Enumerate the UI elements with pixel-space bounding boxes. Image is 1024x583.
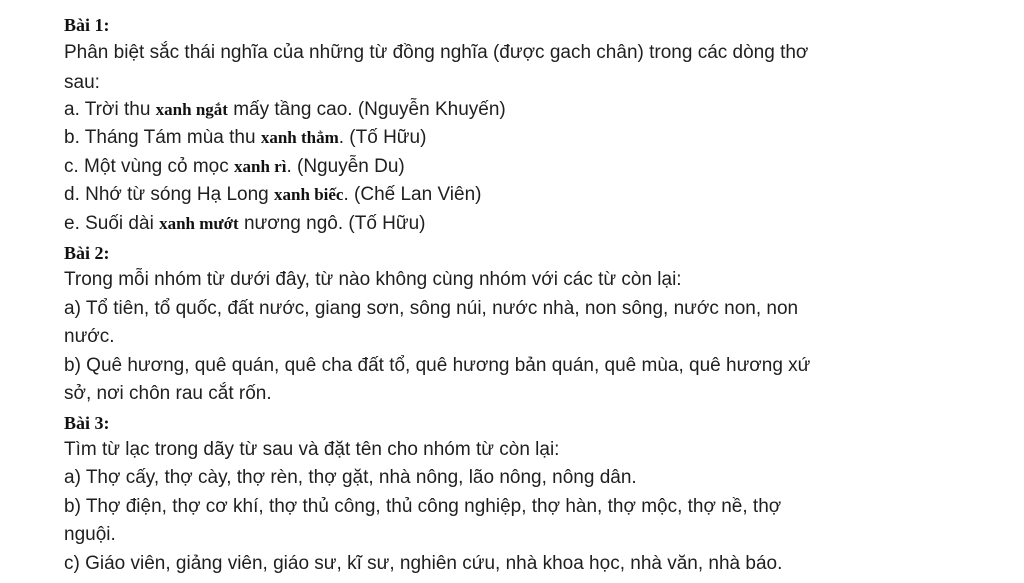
synonym-word: xanh mướt xyxy=(159,214,239,233)
item-text: . (Chế Lan Viên) xyxy=(343,184,482,205)
exercise-1-item-d xyxy=(64,183,481,207)
exercise-1-prompt-line-2: sau: xyxy=(64,72,100,93)
exercise-1-title: Bài 1: xyxy=(64,15,110,35)
exercise-3-item-b-line-2: nguội. xyxy=(64,524,116,545)
synonym-word: xanh thẳm xyxy=(260,128,339,147)
exercise-2-title: Bài 2: xyxy=(64,243,110,263)
exercise-1-item-e xyxy=(64,212,426,236)
exercise-1-item-b xyxy=(64,126,426,150)
exercise-3-item-a: a) Thợ cấy, thợ cày, thợ rèn, thợ gặt, nhà nông, lão nông, nông dân. xyxy=(64,467,637,488)
exercise-1-item-a xyxy=(64,98,506,122)
exercise-1-item-c xyxy=(64,155,405,179)
item-text: a. Trời thu xyxy=(64,99,156,120)
exercise-3-item-c: c) Giáo viên, giảng viên, giáo sư, kĩ sư, nghiên cứu, nhà khoa học, nhà văn, nhà báo. xyxy=(64,553,783,574)
synonym-word: xanh biếc xyxy=(274,185,344,204)
item-text: . (Nguyễn Du) xyxy=(286,156,405,177)
exercise-1-prompt-line-1: Phân biệt sắc thái nghĩa của những từ đồng nghĩa (được gach chân) trong các dòng thơ xyxy=(64,42,809,63)
item-text: b. Tháng Tám mùa thu xyxy=(64,127,261,148)
exercise-3-title: Bài 3: xyxy=(64,413,110,433)
exercise-2-item-b-line-2: sở, nơi chôn rau cắt rốn. xyxy=(64,383,272,404)
item-text: c. Một vùng cỏ mọc xyxy=(64,156,235,177)
item-text: nương ngô. (Tố Hữu) xyxy=(238,213,426,234)
item-text: d. Nhớ từ sóng Hạ Long xyxy=(64,184,275,205)
item-text: . (Tố Hữu) xyxy=(338,127,427,148)
exercise-3-prompt: Tìm từ lạc trong dãy từ sau và đặt tên cho nhóm từ còn lại: xyxy=(64,439,560,460)
synonym-word: xanh ngắt xyxy=(155,100,228,119)
exercise-2-prompt: Trong mỗi nhóm từ dưới đây, từ nào không cùng nhóm với các từ còn lại: xyxy=(64,269,682,290)
item-text: mấy tầng cao. (Nguyễn Khuyến) xyxy=(227,99,506,120)
exercise-3-item-b-line-1: b) Thợ điện, thợ cơ khí, thợ thủ công, thủ công nghiệp, thợ hàn, thợ mộc, thợ nề, thợ xyxy=(64,496,782,517)
item-text: e. Suối dài xyxy=(64,213,160,234)
exercise-2-item-a-line-2: nước. xyxy=(64,326,115,347)
synonym-word: xanh rì xyxy=(234,157,287,176)
exercise-2-item-b-line-1: b) Quê hương, quê quán, quê cha đất tổ, quê hương bản quán, quê mùa, quê hương xứ xyxy=(64,355,811,376)
exercise-2-item-a-line-1: a) Tổ tiên, tổ quốc, đất nước, giang sơn, sông núi, nước nhà, non sông, nước non, non xyxy=(64,298,799,319)
